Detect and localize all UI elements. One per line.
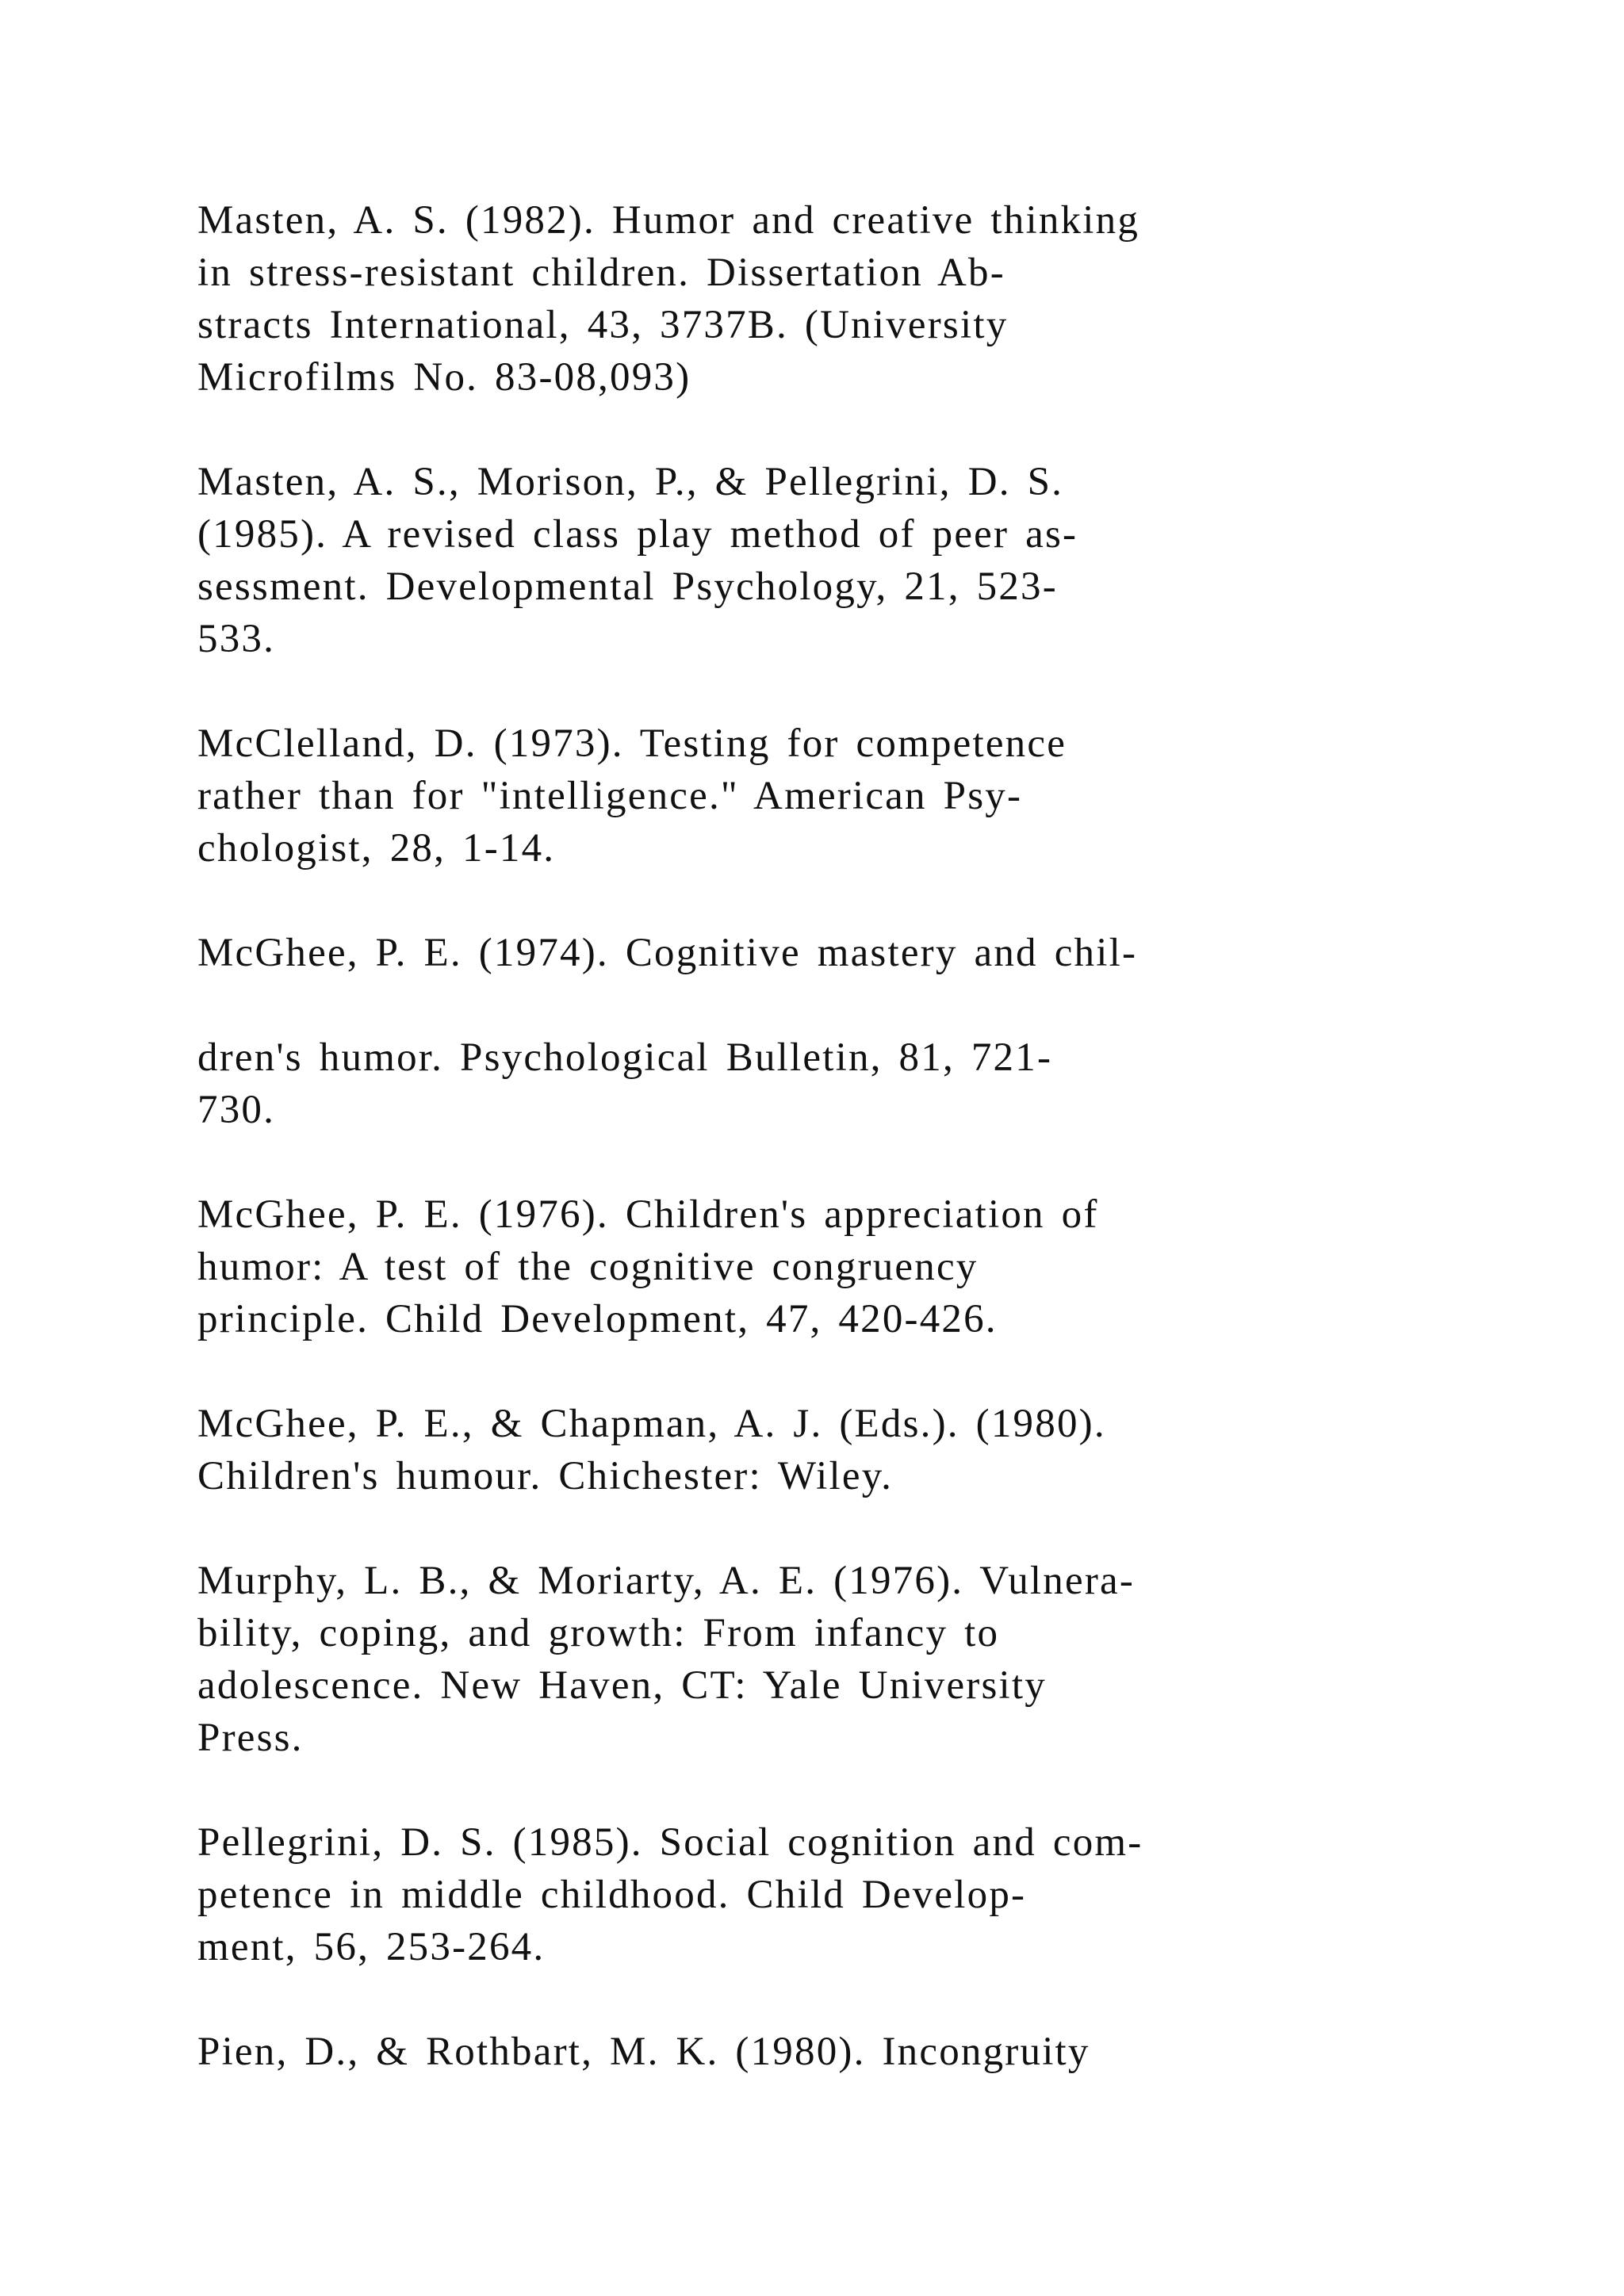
reference-line: ment, 56, 253-264. (197, 1925, 546, 1969)
reference-line: McGhee, P. E. (1976). Children's appreciation of (197, 1192, 1099, 1237)
reference-line: 533. (197, 617, 276, 661)
reference-line: principle. Child Development, 47, 420-426. (197, 1297, 998, 1341)
reference-line: stracts International, 43, 3737B. (University (197, 303, 1009, 347)
reference-line: Microfilms No. 83-08,093) (197, 355, 691, 400)
reference-line: McClelland, D. (1973). Testing for competence (197, 721, 1067, 766)
reference-line: Masten, A. S., Morison, P., & Pellegrini, D. S. (197, 460, 1064, 504)
reference-entry (197, 1555, 1308, 1764)
reference-line: sessment. Developmental Psychology, 21, 523- (197, 564, 1058, 609)
reference-line: Press. (197, 1716, 304, 1760)
reference-entry (197, 1398, 1308, 1502)
reference-entry (197, 718, 1308, 874)
reference-entry (197, 1188, 1308, 1345)
reference-line: petence in middle childhood. Child Develop- (197, 1873, 1027, 1917)
reference-line: humor: A test of the cognitive congruency (197, 1245, 979, 1289)
reference-list (197, 194, 1308, 2078)
reference-line: adolescence. New Haven, CT: Yale University (197, 1663, 1047, 1708)
reference-entry (197, 194, 1308, 404)
reference-line: Children's humour. Chichester: Wiley. (197, 1454, 894, 1498)
reference-line: (1985). A revised class play method of peer as- (197, 512, 1078, 557)
reference-line: McGhee, P. E. (1974). Cognitive mastery and chil- (197, 931, 1138, 975)
reference-line: Pellegrini, D. S. (1985). Social cognition and com- (197, 1820, 1143, 1865)
reference-entry (197, 927, 1308, 979)
reference-line: Masten, A. S. (1982). Humor and creative thinking (197, 198, 1140, 243)
reference-line: Pien, D., & Rothbart, M. K. (1980). Incongruity (197, 2030, 1090, 2074)
reference-line: chologist, 28, 1-14. (197, 826, 556, 871)
reference-line: bility, coping, and growth: From infancy to (197, 1611, 1000, 1655)
reference-line: McGhee, P. E., & Chapman, A. J. (Eds.). (1980). (197, 1402, 1106, 1446)
reference-line: rather than for "intelligence." American Psy- (197, 774, 1023, 818)
reference-entry (197, 456, 1308, 665)
reference-line: dren's humor. Psychological Bulletin, 81, 721- (197, 1035, 1053, 1080)
reference-entry (197, 1031, 1308, 1136)
reference-line: in stress-resistant children. Dissertation Ab- (197, 251, 1005, 295)
reference-line: Murphy, L. B., & Moriarty, A. E. (1976). Vulnera- (197, 1559, 1136, 1603)
reference-entry (197, 2026, 1308, 2078)
reference-line: 730. (197, 1088, 276, 1132)
reference-entry (197, 1816, 1308, 1973)
